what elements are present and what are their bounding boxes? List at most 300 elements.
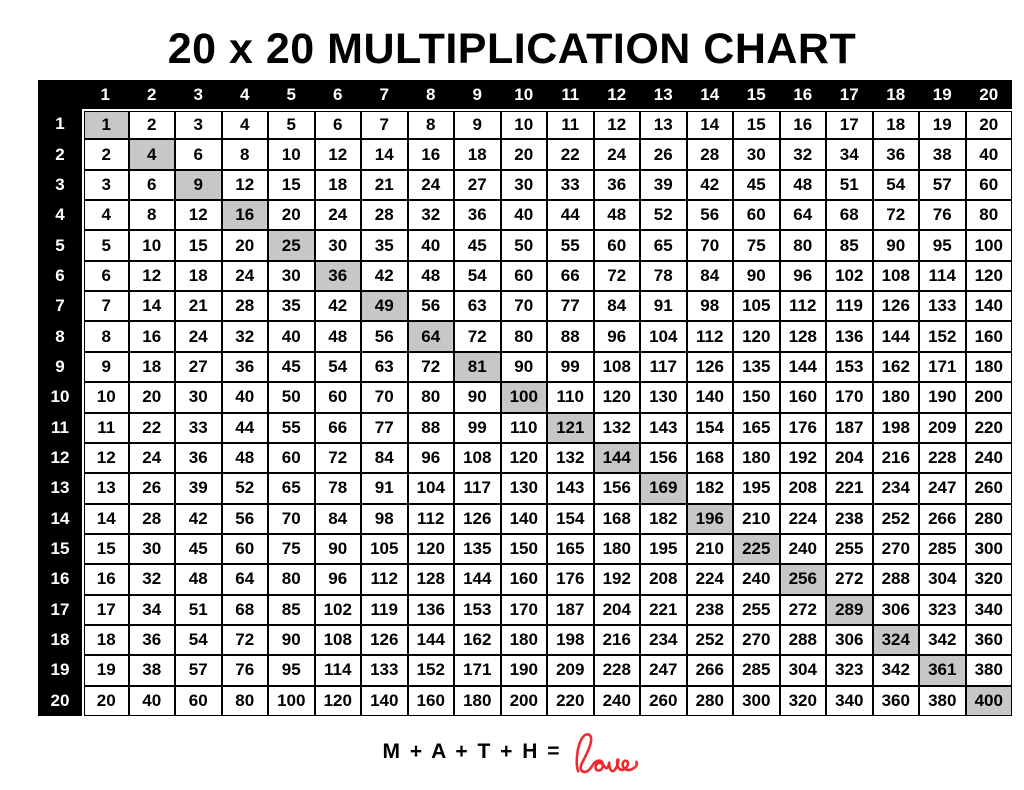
product-cell: 270 xyxy=(873,534,920,564)
product-cell: 65 xyxy=(640,230,687,260)
product-cell: 8 xyxy=(408,111,455,139)
product-cell: 224 xyxy=(780,504,827,534)
multiplication-table xyxy=(38,80,1012,716)
row-header-cell: 19 xyxy=(38,655,82,685)
product-cell: 80 xyxy=(222,686,269,716)
product-cell: 55 xyxy=(268,413,315,443)
row-header-cell: 2 xyxy=(38,139,82,169)
product-cell: 30 xyxy=(315,230,362,260)
product-cell: 36 xyxy=(873,139,920,169)
product-cell: 126 xyxy=(454,504,501,534)
product-cell: 85 xyxy=(826,230,873,260)
product-cell: 208 xyxy=(780,473,827,503)
product-cell: 121 xyxy=(547,413,594,443)
product-cell: 266 xyxy=(687,655,734,685)
product-cell: 54 xyxy=(873,170,920,200)
product-cell: 42 xyxy=(687,170,734,200)
product-cell: 285 xyxy=(733,655,780,685)
product-cell: 171 xyxy=(454,655,501,685)
product-cell: 80 xyxy=(780,230,827,260)
product-cell: 136 xyxy=(826,321,873,351)
product-cell: 170 xyxy=(826,382,873,412)
column-header-cell: 16 xyxy=(780,80,827,109)
product-cell: 168 xyxy=(594,504,641,534)
product-cell: 112 xyxy=(780,291,827,321)
product-cell: 144 xyxy=(454,564,501,594)
product-cell: 13 xyxy=(640,111,687,139)
product-cell: 154 xyxy=(687,413,734,443)
product-cell: 306 xyxy=(873,595,920,625)
product-cell: 91 xyxy=(640,291,687,321)
product-cell: 45 xyxy=(268,352,315,382)
product-cell: 35 xyxy=(268,291,315,321)
row-header-cell: 6 xyxy=(38,261,82,291)
math-equation-text: M + A + T + H = xyxy=(382,740,562,763)
product-cell: 12 xyxy=(129,261,176,291)
product-cell: 40 xyxy=(408,230,455,260)
product-cell: 48 xyxy=(780,170,827,200)
product-cell: 240 xyxy=(780,534,827,564)
product-cell: 75 xyxy=(733,230,780,260)
product-cell: 120 xyxy=(315,686,362,716)
product-cell: 36 xyxy=(175,443,222,473)
product-cell: 51 xyxy=(175,595,222,625)
product-cell: 30 xyxy=(175,382,222,412)
product-cell: 32 xyxy=(408,200,455,230)
product-cell: 52 xyxy=(222,473,269,503)
product-cell: 104 xyxy=(408,473,455,503)
row-header-cell: 20 xyxy=(38,686,82,716)
product-cell: 33 xyxy=(175,413,222,443)
product-cell: 33 xyxy=(547,170,594,200)
product-cell: 68 xyxy=(222,595,269,625)
product-cell: 170 xyxy=(501,595,548,625)
product-cell: 247 xyxy=(640,655,687,685)
product-cell: 216 xyxy=(594,625,641,655)
product-cell: 12 xyxy=(594,111,641,139)
row-header-cell: 4 xyxy=(38,200,82,230)
product-cell: 44 xyxy=(222,413,269,443)
column-header-cell: 7 xyxy=(361,80,408,109)
product-cell: 240 xyxy=(733,564,780,594)
product-cell: 320 xyxy=(966,564,1013,594)
product-cell: 150 xyxy=(501,534,548,564)
product-cell: 288 xyxy=(780,625,827,655)
product-cell: 153 xyxy=(454,595,501,625)
product-cell: 182 xyxy=(640,504,687,534)
product-cell: 16 xyxy=(408,139,455,169)
product-cell: 20 xyxy=(966,111,1013,139)
product-cell: 117 xyxy=(454,473,501,503)
product-cell: 240 xyxy=(594,686,641,716)
column-header-cell: 17 xyxy=(826,80,873,109)
product-cell: 182 xyxy=(687,473,734,503)
column-header-cell: 14 xyxy=(687,80,734,109)
product-cell: 117 xyxy=(640,352,687,382)
product-cell: 14 xyxy=(687,111,734,139)
product-cell: 48 xyxy=(315,321,362,351)
product-cell: 153 xyxy=(826,352,873,382)
product-cell: 24 xyxy=(315,200,362,230)
product-cell: 1 xyxy=(84,111,129,139)
row-header-cell: 10 xyxy=(38,382,82,412)
product-cell: 26 xyxy=(129,473,176,503)
product-cell: 252 xyxy=(687,625,734,655)
product-cell: 34 xyxy=(129,595,176,625)
product-cell: 51 xyxy=(826,170,873,200)
product-cell: 4 xyxy=(129,139,176,169)
product-cell: 48 xyxy=(594,200,641,230)
product-cell: 7 xyxy=(361,111,408,139)
product-cell: 220 xyxy=(966,413,1013,443)
product-cell: 95 xyxy=(919,230,966,260)
corner-cell xyxy=(38,80,82,109)
product-cell: 95 xyxy=(268,655,315,685)
product-cell: 119 xyxy=(826,291,873,321)
product-cell: 56 xyxy=(687,200,734,230)
product-cell: 36 xyxy=(454,200,501,230)
product-cell: 266 xyxy=(919,504,966,534)
product-cell: 84 xyxy=(687,261,734,291)
product-cell: 21 xyxy=(175,291,222,321)
product-cell: 102 xyxy=(826,261,873,291)
product-cell: 162 xyxy=(873,352,920,382)
product-cell: 90 xyxy=(268,625,315,655)
product-cell: 78 xyxy=(640,261,687,291)
product-cell: 90 xyxy=(873,230,920,260)
product-cell: 70 xyxy=(687,230,734,260)
product-cell: 135 xyxy=(454,534,501,564)
column-header-cell: 15 xyxy=(733,80,780,109)
product-cell: 11 xyxy=(547,111,594,139)
product-cell: 6 xyxy=(315,111,362,139)
product-cell: 2 xyxy=(129,111,176,139)
product-cell: 18 xyxy=(315,170,362,200)
product-cell: 187 xyxy=(547,595,594,625)
product-cell: 10 xyxy=(84,382,129,412)
product-cell: 80 xyxy=(501,321,548,351)
product-cell: 56 xyxy=(361,321,408,351)
product-cell: 60 xyxy=(501,261,548,291)
product-cell: 340 xyxy=(826,686,873,716)
product-cell: 144 xyxy=(873,321,920,351)
product-cell: 70 xyxy=(501,291,548,321)
product-cell: 247 xyxy=(919,473,966,503)
product-cell: 160 xyxy=(966,321,1013,351)
product-cell: 2 xyxy=(84,139,129,169)
product-cell: 228 xyxy=(919,443,966,473)
product-cell: 140 xyxy=(687,382,734,412)
product-cell: 42 xyxy=(315,291,362,321)
product-cell: 3 xyxy=(84,170,129,200)
product-cell: 30 xyxy=(268,261,315,291)
product-cell: 104 xyxy=(640,321,687,351)
product-cell: 50 xyxy=(501,230,548,260)
footer xyxy=(0,724,1024,780)
product-cell: 190 xyxy=(501,655,548,685)
product-cell: 272 xyxy=(826,564,873,594)
product-cell: 120 xyxy=(733,321,780,351)
product-cell: 108 xyxy=(315,625,362,655)
page-title: 20 x 20 MULTIPLICATION CHART xyxy=(167,25,857,73)
product-cell: 152 xyxy=(919,321,966,351)
product-cell: 342 xyxy=(873,655,920,685)
product-cell: 119 xyxy=(361,595,408,625)
product-cell: 35 xyxy=(361,230,408,260)
product-cell: 16 xyxy=(222,200,269,230)
product-cell: 5 xyxy=(84,230,129,260)
product-cell: 144 xyxy=(780,352,827,382)
product-cell: 114 xyxy=(315,655,362,685)
product-cell: 380 xyxy=(966,655,1013,685)
product-cell: 30 xyxy=(129,534,176,564)
product-cell: 180 xyxy=(733,443,780,473)
product-cell: 150 xyxy=(733,382,780,412)
product-cell: 306 xyxy=(826,625,873,655)
product-cell: 260 xyxy=(640,686,687,716)
product-cell: 88 xyxy=(408,413,455,443)
row-header-cell: 16 xyxy=(38,564,82,594)
product-cell: 195 xyxy=(733,473,780,503)
product-cell: 280 xyxy=(966,504,1013,534)
row-header-cell: 11 xyxy=(38,413,82,443)
product-cell: 156 xyxy=(640,443,687,473)
product-cell: 171 xyxy=(919,352,966,382)
product-cell: 200 xyxy=(501,686,548,716)
product-cell: 77 xyxy=(361,413,408,443)
product-cell: 45 xyxy=(175,534,222,564)
product-cell: 100 xyxy=(966,230,1013,260)
product-cell: 323 xyxy=(919,595,966,625)
product-cell: 324 xyxy=(873,625,920,655)
product-cell: 192 xyxy=(780,443,827,473)
product-cell: 40 xyxy=(222,382,269,412)
product-cell: 10 xyxy=(129,230,176,260)
product-cell: 130 xyxy=(640,382,687,412)
product-cell: 14 xyxy=(129,291,176,321)
product-cell: 45 xyxy=(454,230,501,260)
product-cell: 16 xyxy=(129,321,176,351)
product-cell: 44 xyxy=(547,200,594,230)
product-cell: 180 xyxy=(454,686,501,716)
column-header-cell: 12 xyxy=(594,80,641,109)
product-cell: 48 xyxy=(175,564,222,594)
product-cell: 55 xyxy=(547,230,594,260)
product-cell: 196 xyxy=(687,504,734,534)
product-cell: 176 xyxy=(547,564,594,594)
product-cell: 14 xyxy=(84,504,129,534)
product-cell: 8 xyxy=(84,321,129,351)
product-cell: 85 xyxy=(268,595,315,625)
product-cell: 60 xyxy=(594,230,641,260)
product-cell: 285 xyxy=(919,534,966,564)
product-cell: 180 xyxy=(501,625,548,655)
product-cell: 40 xyxy=(129,686,176,716)
product-cell: 39 xyxy=(640,170,687,200)
product-cell: 140 xyxy=(361,686,408,716)
column-header-cell: 1 xyxy=(82,80,129,109)
row-header-cell: 17 xyxy=(38,595,82,625)
product-cell: 9 xyxy=(454,111,501,139)
column-header-cell: 10 xyxy=(501,80,548,109)
row-header-cell: 1 xyxy=(38,109,82,139)
product-cell: 80 xyxy=(966,200,1013,230)
product-cell: 64 xyxy=(780,200,827,230)
product-cell: 4 xyxy=(222,111,269,139)
product-cell: 270 xyxy=(733,625,780,655)
product-cell: 304 xyxy=(919,564,966,594)
product-cell: 210 xyxy=(687,534,734,564)
product-cell: 18 xyxy=(129,352,176,382)
product-cell: 260 xyxy=(966,473,1013,503)
row-header-cell: 7 xyxy=(38,291,82,321)
product-cell: 100 xyxy=(501,382,548,412)
product-cell: 17 xyxy=(84,595,129,625)
product-cell: 342 xyxy=(919,625,966,655)
product-cell: 112 xyxy=(361,564,408,594)
product-cell: 32 xyxy=(222,321,269,351)
product-cell: 110 xyxy=(547,382,594,412)
product-cell: 304 xyxy=(780,655,827,685)
product-cell: 18 xyxy=(873,111,920,139)
product-cell: 60 xyxy=(966,170,1013,200)
product-cell: 224 xyxy=(687,564,734,594)
product-cell: 60 xyxy=(222,534,269,564)
product-cell: 105 xyxy=(733,291,780,321)
column-header-cell: 8 xyxy=(408,80,455,109)
product-cell: 320 xyxy=(780,686,827,716)
product-cell: 9 xyxy=(175,170,222,200)
product-cell: 38 xyxy=(919,139,966,169)
product-cell: 40 xyxy=(501,200,548,230)
product-cell: 112 xyxy=(687,321,734,351)
product-cell: 238 xyxy=(687,595,734,625)
product-cell: 108 xyxy=(594,352,641,382)
product-cell: 32 xyxy=(129,564,176,594)
product-cell: 165 xyxy=(733,413,780,443)
product-cell: 36 xyxy=(315,261,362,291)
product-cell: 200 xyxy=(966,382,1013,412)
product-cell: 66 xyxy=(547,261,594,291)
product-cell: 21 xyxy=(361,170,408,200)
product-cell: 209 xyxy=(919,413,966,443)
product-cell: 75 xyxy=(268,534,315,564)
product-cell: 168 xyxy=(687,443,734,473)
product-cell: 210 xyxy=(733,504,780,534)
product-cell: 360 xyxy=(873,686,920,716)
product-cell: 42 xyxy=(175,504,222,534)
product-cell: 76 xyxy=(222,655,269,685)
product-cell: 77 xyxy=(547,291,594,321)
product-cell: 221 xyxy=(640,595,687,625)
product-cell: 57 xyxy=(175,655,222,685)
love-handwriting xyxy=(572,731,642,777)
row-header-cell: 14 xyxy=(38,504,82,534)
product-cell: 84 xyxy=(315,504,362,534)
product-cell: 90 xyxy=(454,382,501,412)
column-header-cell: 11 xyxy=(547,80,594,109)
product-cell: 80 xyxy=(408,382,455,412)
row-header-cell: 13 xyxy=(38,473,82,503)
product-cell: 160 xyxy=(780,382,827,412)
product-cell: 20 xyxy=(84,686,129,716)
product-cell: 192 xyxy=(594,564,641,594)
product-cell: 28 xyxy=(361,200,408,230)
product-cell: 180 xyxy=(966,352,1013,382)
product-cell: 102 xyxy=(315,595,362,625)
product-cell: 380 xyxy=(919,686,966,716)
product-cell: 68 xyxy=(826,200,873,230)
product-cell: 4 xyxy=(84,200,129,230)
product-cell: 24 xyxy=(408,170,455,200)
row-header-cell: 18 xyxy=(38,625,82,655)
product-cell: 72 xyxy=(454,321,501,351)
column-header-cell: 13 xyxy=(640,80,687,109)
product-cell: 216 xyxy=(873,443,920,473)
product-cell: 20 xyxy=(268,200,315,230)
product-cell: 36 xyxy=(129,625,176,655)
product-cell: 136 xyxy=(408,595,455,625)
row-header-cell: 3 xyxy=(38,170,82,200)
product-cell: 72 xyxy=(222,625,269,655)
product-cell: 30 xyxy=(501,170,548,200)
product-cell: 130 xyxy=(501,473,548,503)
product-cell: 39 xyxy=(175,473,222,503)
product-cell: 12 xyxy=(315,139,362,169)
product-cell: 81 xyxy=(454,352,501,382)
product-cell: 19 xyxy=(84,655,129,685)
product-cell: 144 xyxy=(594,443,641,473)
product-cell: 56 xyxy=(222,504,269,534)
product-cell: 63 xyxy=(454,291,501,321)
product-cell: 140 xyxy=(501,504,548,534)
product-cell: 340 xyxy=(966,595,1013,625)
product-cell: 133 xyxy=(919,291,966,321)
column-header-cell: 20 xyxy=(966,80,1013,109)
product-cell: 70 xyxy=(361,382,408,412)
product-cell: 195 xyxy=(640,534,687,564)
product-cell: 22 xyxy=(547,139,594,169)
product-cell: 54 xyxy=(315,352,362,382)
product-cell: 143 xyxy=(640,413,687,443)
product-cell: 128 xyxy=(408,564,455,594)
product-cell: 60 xyxy=(268,443,315,473)
column-header-cell: 5 xyxy=(268,80,315,109)
product-cell: 84 xyxy=(361,443,408,473)
product-cell: 154 xyxy=(547,504,594,534)
product-cell: 108 xyxy=(454,443,501,473)
product-cell: 180 xyxy=(873,382,920,412)
product-cell: 126 xyxy=(687,352,734,382)
product-cell: 84 xyxy=(594,291,641,321)
product-cell: 187 xyxy=(826,413,873,443)
product-cell: 221 xyxy=(826,473,873,503)
product-cell: 98 xyxy=(361,504,408,534)
product-cell: 15 xyxy=(175,230,222,260)
product-cell: 360 xyxy=(966,625,1013,655)
product-cell: 88 xyxy=(547,321,594,351)
product-cell: 54 xyxy=(454,261,501,291)
product-cell: 105 xyxy=(361,534,408,564)
product-cell: 361 xyxy=(919,655,966,685)
product-cell: 99 xyxy=(547,352,594,382)
product-cell: 238 xyxy=(826,504,873,534)
product-cell: 272 xyxy=(780,595,827,625)
product-cell: 60 xyxy=(315,382,362,412)
product-cell: 25 xyxy=(268,230,315,260)
product-cell: 20 xyxy=(501,139,548,169)
product-cell: 190 xyxy=(919,382,966,412)
